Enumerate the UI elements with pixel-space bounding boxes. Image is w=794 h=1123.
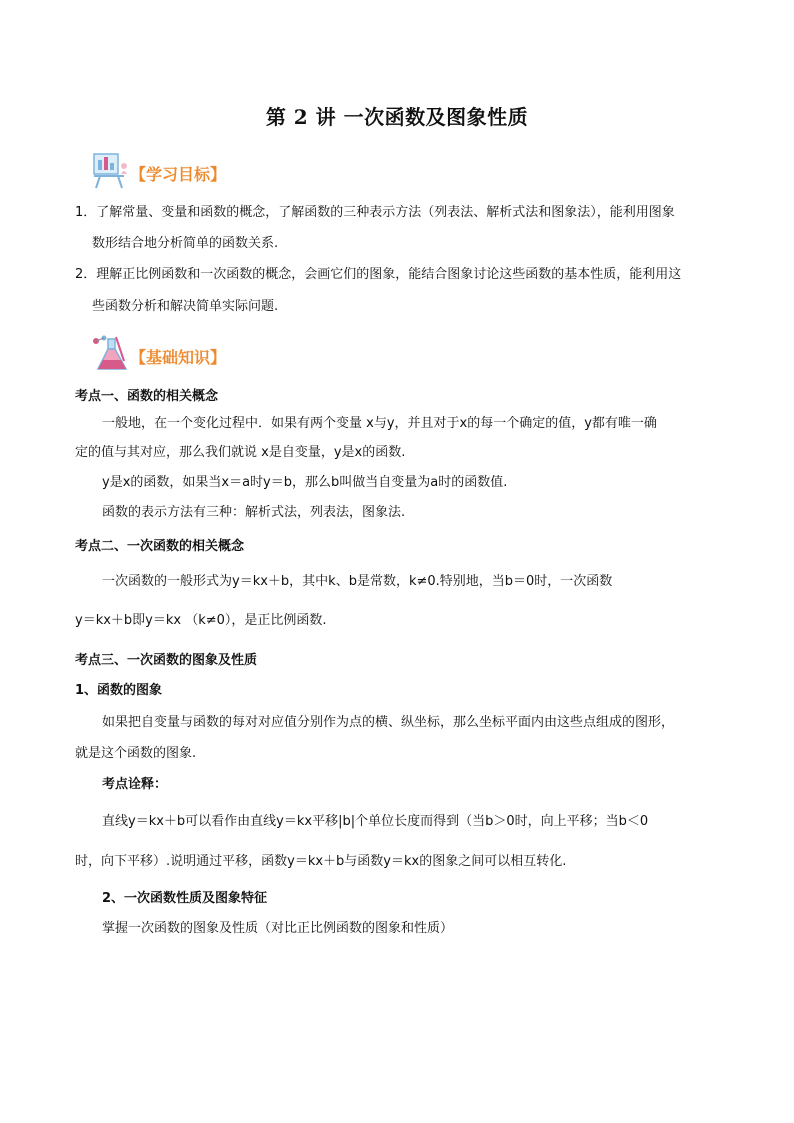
chemistry-flask-icon [90,335,130,375]
kp1-heading: 考点一、函数的相关概念 [75,389,219,404]
kp2-line2: y＝kx＋b即y＝kx （k≠0），是正比例函数. [75,613,327,628]
kp3-subheading-2: 2、一次函数性质及图象特征 [102,891,268,906]
objective-2-line-2: 些函数分析和解决简单实际问题. [92,299,279,314]
kp1-para2: y是x的函数，如果当x＝a时y＝b，那么b叫做当自变量为a时的函数值. [102,475,508,490]
kp1-para1-line2: 定的值与其对应，那么我们就说 x是自变量，y是x的函数. [75,445,406,460]
kp2-heading: 考点二、一次函数的相关概念 [75,539,245,554]
kp3-heading: 考点三、一次函数的图象及性质 [75,653,258,668]
kp1-para1-line1: 一般地，在一个变化过程中．如果有两个变量 x与y，并且对于x的每一个确定的值，y都有唯一确 [102,416,657,431]
kp3-note-heading: 考点诠释： [102,777,168,792]
kp3-subheading-1: 1、函数的图象 [75,683,163,698]
kp3-para1-line2: 就是这个函数的图象. [75,746,197,761]
kp2-line1: 一次函数的一般形式为y＝kx＋b，其中k、b是常数，k≠0.特别地，当b＝0时，一次函数 [102,574,613,589]
objective-1-line-1: 1．了解常量、变量和函数的概念，了解函数的三种表示方法（列表法、解析式法和图象法），能利用图象 [75,205,675,220]
kp1-para3: 函数的表示方法有三种：解析式法，列表法，图象法. [102,505,406,520]
kp3-note-line1: 直线y＝kx＋b可以看作由直线y＝kx平移|b|个单位长度而得到（当b＞0时，向上平移；当b＜0 [102,814,649,829]
kp3-para2: 掌握一次函数的图象及性质（对比正比例函数的图象和性质） [102,921,454,936]
presentation-board-icon [90,152,130,192]
objective-1-line-2: 数形结合地分析简单的函数关系. [92,236,279,251]
knowledge-label: 【基础知识】 [130,348,227,367]
page-title: 第 2 讲 一次函数及图象性质 [265,105,529,129]
kp3-para1-line1: 如果把自变量与函数的每对对应值分别作为点的横、纵坐标，那么坐标平面内由这些点组成的图形， [102,715,675,730]
objectives-label: 【学习目标】 [130,165,227,184]
objective-2-line-1: 2．理解正比例函数和一次函数的概念，会画它们的图象，能结合图象讨论这些函数的基本性质，能利用这 [75,267,682,282]
kp3-note-line2: 时，向下平移）.说明通过平移，函数y＝kx＋b与函数y＝kx的图象之间可以相互转化. [75,854,567,869]
